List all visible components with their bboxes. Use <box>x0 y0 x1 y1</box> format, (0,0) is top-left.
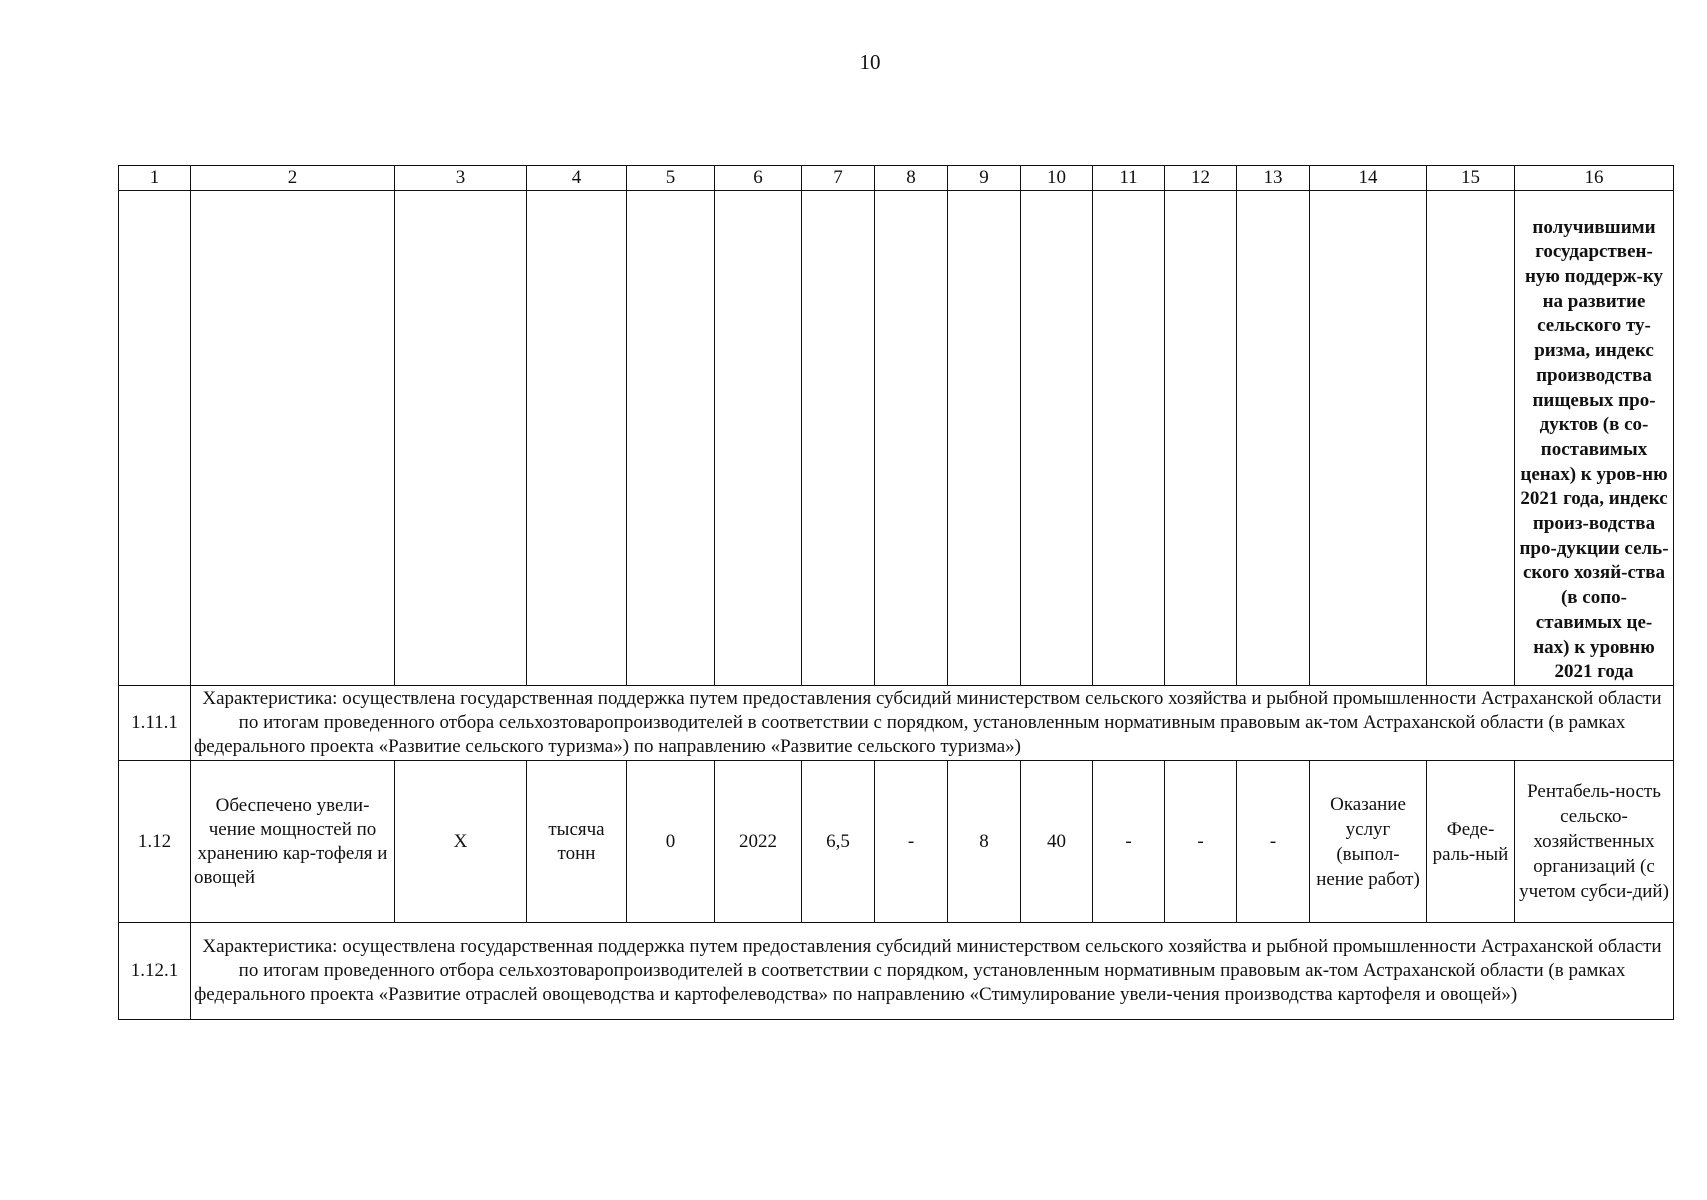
column-number-cell: 13 <box>1237 166 1310 191</box>
column-number-cell: 14 <box>1310 166 1427 191</box>
empty-cell <box>1237 191 1310 686</box>
column-number-cell: 2 <box>191 166 395 191</box>
empty-cell <box>1021 191 1093 686</box>
base-value-cell: 0 <box>627 761 715 923</box>
cell-col7: 6,5 <box>802 761 875 923</box>
row-number: 1.11.1 <box>119 686 191 761</box>
empty-cell <box>627 191 715 686</box>
linked-indicator-cell: Рентабель-ность сельско-хозяйственных организаций (с учетом субси-дий) <box>1515 761 1674 923</box>
empty-cell <box>119 191 191 686</box>
cell-col3: X <box>395 761 527 923</box>
empty-cell <box>802 191 875 686</box>
unit-cell: тысяча тонн <box>527 761 627 923</box>
characteristic-text: Характеристика: осуществлена государственная поддержка путем предоставления субсидий министерством сельского хозяйства и рыбной промышленности Астраханской области по итогам проведенного отбора сельхозтоваропроизводителей в соответствии с порядком, установленным нормативным правовым ак-том Астраханской области (в рамках федерального проекта «Развитие отраслей овощеводства и картофелеводства» по направлению «Стимулирование увели-чения производства картофеля и овощей») <box>191 923 1674 1020</box>
row-1-12-1 <box>119 923 1674 1020</box>
column-number-row <box>119 166 1674 191</box>
column-number-cell: 3 <box>395 166 527 191</box>
indicator-continuation-text: получившими государствен-ную поддерж-ку на развитие сельского ту-ризма, индекс производства пищевых про-дуктов (в со-поставимых ценах) к уров-ню 2021 года, индекс произ-водства про-дукции сель-ского хозяй-ства (в сопо-ставимых це-нах) к уровню 2021 года <box>1515 191 1674 686</box>
program-table <box>118 165 1674 1020</box>
empty-cell <box>948 191 1021 686</box>
column-number-cell: 12 <box>1165 166 1237 191</box>
row-number: 1.12 <box>119 761 191 923</box>
cell-col13: - <box>1237 761 1310 923</box>
empty-cell <box>191 191 395 686</box>
column-number-cell: 7 <box>802 166 875 191</box>
column-number-cell: 16 <box>1515 166 1674 191</box>
page-number: 10 <box>859 50 881 74</box>
continuation-row <box>119 191 1674 686</box>
column-number-cell: 15 <box>1427 166 1515 191</box>
empty-cell <box>1310 191 1427 686</box>
base-year-cell: 2022 <box>715 761 802 923</box>
empty-cell <box>875 191 948 686</box>
column-number-cell: 11 <box>1093 166 1165 191</box>
result-name: Обеспечено увели-чение мощностей по хранению кар-тофеля и овощей <box>191 761 395 923</box>
column-number-cell: 6 <box>715 166 802 191</box>
empty-cell <box>527 191 627 686</box>
empty-cell <box>1093 191 1165 686</box>
row-number: 1.12.1 <box>119 923 191 1020</box>
column-number-cell: 1 <box>119 166 191 191</box>
cell-col12: - <box>1165 761 1237 923</box>
column-number-cell: 9 <box>948 166 1021 191</box>
column-number-cell: 10 <box>1021 166 1093 191</box>
cell-col8: - <box>875 761 948 923</box>
cell-col11: - <box>1093 761 1165 923</box>
cell-col10: 40 <box>1021 761 1093 923</box>
empty-cell <box>1165 191 1237 686</box>
column-number-cell: 8 <box>875 166 948 191</box>
row-1-11-1 <box>119 686 1674 761</box>
column-number-cell: 4 <box>527 166 627 191</box>
level-cell: Феде-раль-ный <box>1427 761 1515 923</box>
characteristic-text: Характеристика: осуществлена государственная поддержка путем предоставления субсидий министерством сельского хозяйства и рыбной промышленности Астраханской области по итогам проведенного отбора сельхозтоваропроизводителей в соответствии с порядком, установленным нормативным правовым ак-том Астраханской области (в рамках федерального проекта «Развитие сельского туризма») по направлению «Развитие сельского туризма») <box>191 686 1674 761</box>
cell-col9: 8 <box>948 761 1021 923</box>
empty-cell <box>715 191 802 686</box>
result-type-cell: Оказание услуг (выпол-нение работ) <box>1310 761 1427 923</box>
empty-cell <box>395 191 527 686</box>
column-number-cell: 5 <box>627 166 715 191</box>
row-1-12 <box>119 761 1674 923</box>
empty-cell <box>1427 191 1515 686</box>
